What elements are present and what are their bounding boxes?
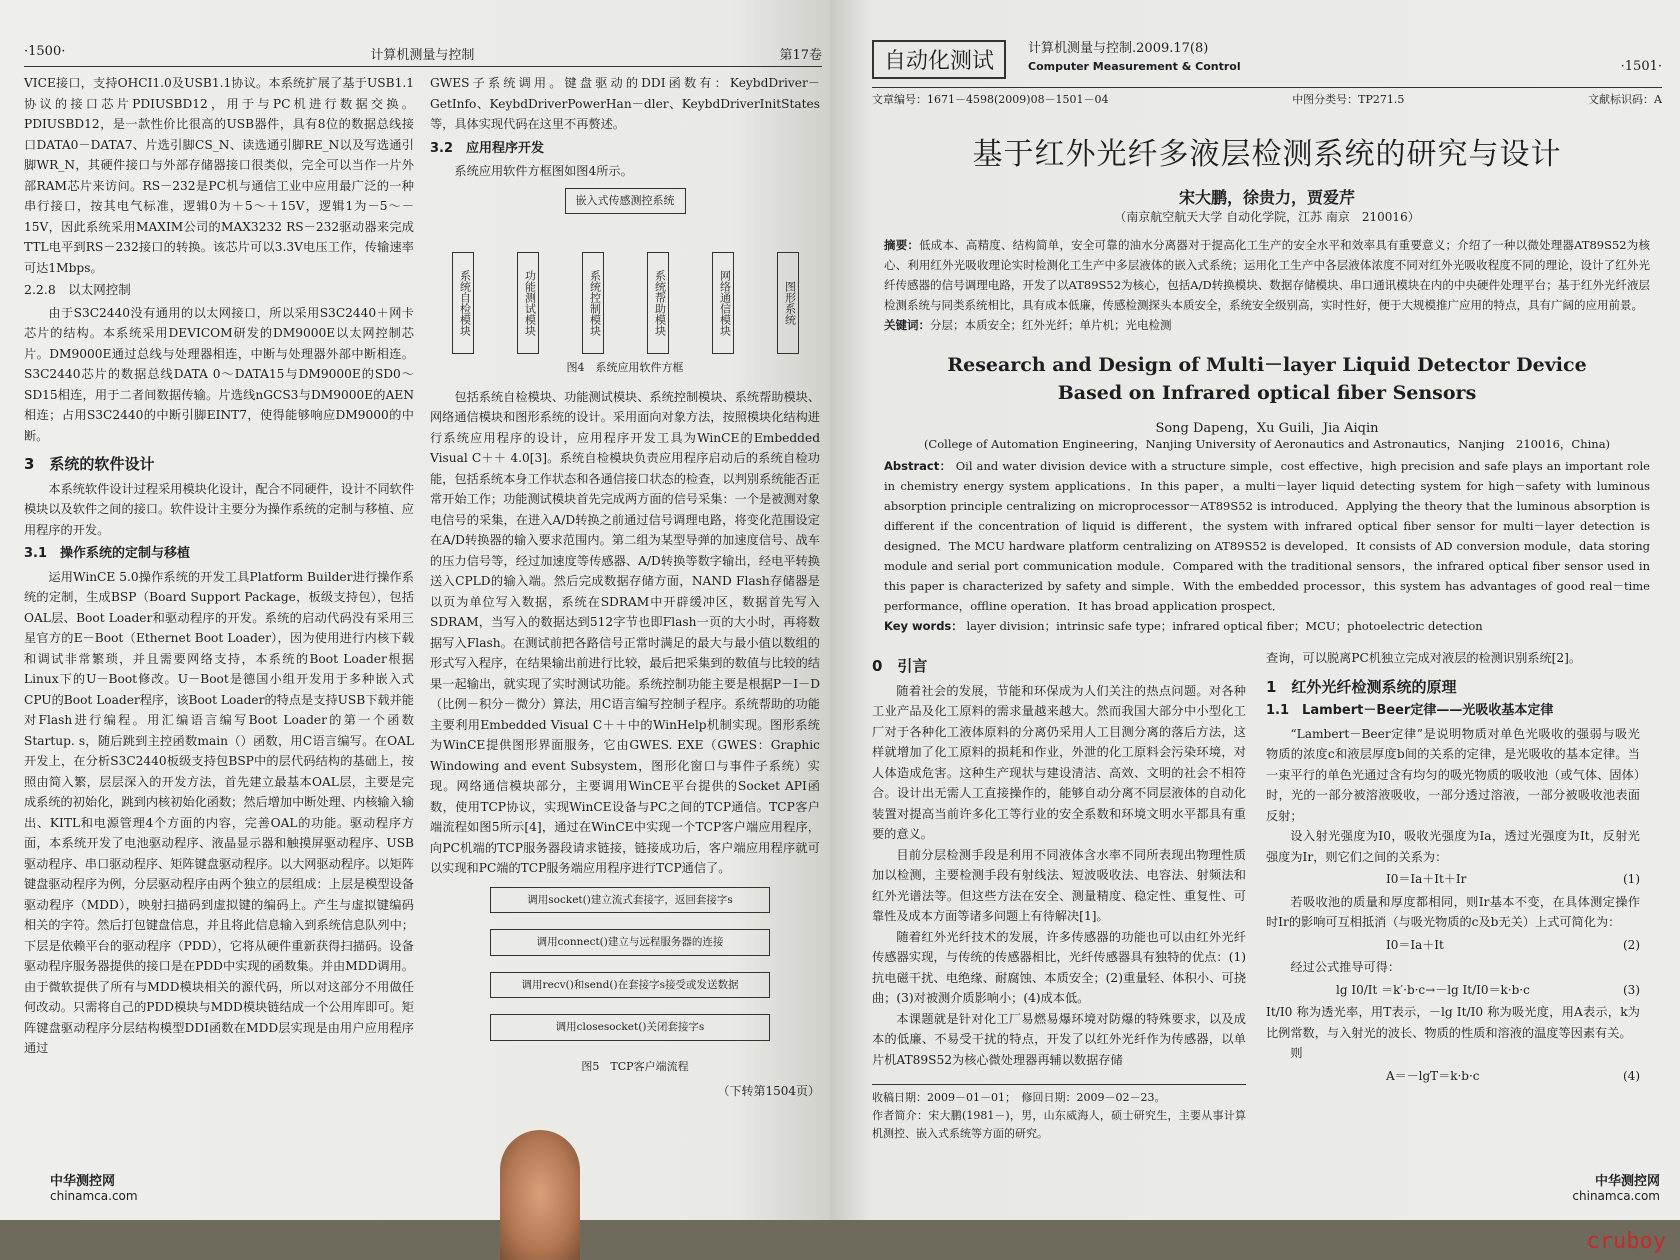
equation-number: (1) [1623,872,1640,886]
diagram-module-box: 系统帮助模块 [647,252,669,354]
paragraph: 若吸收池的质量和厚度都相同，则Ir基本不变，在具体测定操作时Ir的影响可互相抵消（与吸光物质的c及b无关）上式可简化为： [1266,894,1640,929]
keywords-label: Key words： [884,619,963,633]
subsection-heading: 1.1 Lambert－Beer定律——光吸收基本定律 [1266,703,1554,718]
left-page-number: ·1500· [24,44,66,59]
figure-caption: 图5 TCP客户端流程 [581,1059,689,1073]
title-en-line: Research and Design of Multi－layer Liquid Detector Device [947,354,1587,376]
left-column-1 [24,73,414,1102]
keywords-cn [872,315,1662,335]
section-heading: 1 红外光纤检测系统的原理 [1266,677,1457,696]
paragraph: 运用WinCE 5.0操作系统的开发工具Platform Builder进行操作系统的定制，生成BSP（Board Support Package，板级支持包），包括OAL层、Boot Loader和驱动程序的开发。系统的启动代码没有采用三星官方的E－Boot（Ethernet Boot Loader），因为使用进行内核下载和调试非常繁琐，并且需要网络支持，本系统的Boot Loader根据Linux下的U－Boot修改。U－Boot是德国小组开发用于多种嵌入式CPU的Boot Loader程序，该Boot Loader的特点是支持USB下载并能对Flash进行编程。用汇编语言编写Boot Loader的第一个函数Startup. s，随后跳到主控函数main（）函数，用C语言编写。在OAL开发上，在分析S3C2440板级支持包BSP中的层代码结构的基础上，按照由简入繁，层层深入的开发方法，首先建立最基本OAL层，主要是完成系统的初始化，跳到内核初始化函数；然后增加中断处理、内核输入输出、KITL和电源管理4个方面的内容，完善OAL的功能。驱动程序方面，本系统开发了电池驱动程序、液晶显示器和触摸屏驱动程序、USB驱动程序、串口驱动程序、矩阵键盘驱动程序。以大网驱动程序。以矩阵键盘驱动程序为例，分层驱动程序由两个独立的层组成：上层是模型设备驱动程序（MDD），映射扫描码到虚拟键的编码上。产生与虚拟键编码相关的字符。然后打包键盘信息，并且将此信息输入到系统信息队列中；下层是依赖平台的驱动程序（PDD），它将从硬件重新获得扫描码。设备驱动程序服务器提供的接口是在PDD中实现的函数集。并由MDD调用。由于微软提供了所有与MDD模块相关的源代码，所以对这部分不用做任何改动。只需将自己的PDD模块与MDD模块链结成一个公用库即可。矩阵键盘驱动程序分层结构模型DDI函数在MDD层实现是由用户应用程序通过 [24,569,414,1055]
right-column-2 [1266,648,1640,1143]
article-meta [872,87,1662,107]
abstract-label: Abstract： [884,459,952,473]
left-header [24,44,822,67]
paragraph: 随着红外光纤技术的发展，许多传感器的功能也可以由红外光纤传感器实现，与传统的传感器相比，光纤传感器具有独特的优点：(1)抗电磁干扰、电绝缘、耐腐蚀、本质安全；(2)重量轻、体积小、可挠曲；(3)对被测介质影响小；(4)成本低。 [872,929,1246,1005]
section-heading: 0 引言 [872,657,928,675]
flowchart-step: 调用socket()建立流式套接字，返回套接字s [490,887,770,914]
equation-2 [1266,935,1640,956]
article-number: 文章编号：1671－4598(2009)08－1501－04 [872,93,1109,106]
equation-3 [1266,980,1640,1001]
title-en-line: Based on Infrared optical fiber Sensors [1057,382,1477,404]
footer-url: chinamca.com [1572,1189,1660,1203]
right-page [830,0,1680,1220]
paragraph: 经过公式推导可得： [1290,960,1401,974]
class-number: 中图分类号：TP271.5 [1292,93,1405,106]
subsection-heading: 2.2.8 以太网控制 [24,282,131,297]
equation-text: lg I0/It ＝k′·b·c→－lg It/I0＝k·b·c [1336,982,1530,997]
footer-site-name: 中华测控网 [1594,1174,1660,1189]
paper-title-en [872,351,1662,407]
keywords-en [872,616,1662,636]
figure-4-block-diagram [430,188,820,379]
equation-1 [1266,869,1640,890]
flowchart-step: 调用connect()建立与远程服务器的连接 [490,929,770,956]
diagram-root-box: 嵌入式传感测控系统 [565,188,686,215]
abstract-cn [872,235,1662,315]
left-column-2 [430,73,820,1102]
authors-cn: 宋大鹏，徐贵力，贾爱芹 [1178,188,1355,207]
equation-number: (2) [1623,937,1640,952]
equation-text: A＝－lgT＝k·b·c [1386,1068,1480,1083]
equation-text: I0＝Ia＋It＋Ir [1386,872,1467,886]
right-column-1 [872,648,1246,1143]
paragraph: VICE接口，支持OHCI1.0及USB1.1协议。本系统扩展了基于USB1.1协议的接口芯片PDIUSBD12，用于与PC机进行数据交换。PDIUSBD12，是一款性价比很高的USB器件，具有8位的数据总线接口DATA0－DATA7、片选引脚CS_N、读选通引脚RE_N以及写选通引脚WR_N，其硬件接口与外部存储器接口很类似，完全可以当作一片外部RAM芯片来访问。RS－232是PC机与通信工业中应用最广泛的一种串行接口，按其电气标准，逻辑0为＋5～＋15V，逻辑1为－5～－15V，因此系统采用MAXIM公司的MAX3232 RS－232驱动器来完成TTL电平到RS－232接口的转换。该芯片可以3.3V电压工作，传输速率可达1Mbps。 [24,76,414,275]
journal-en: Computer Measurement & Control [1028,60,1241,73]
abstract-text: 低成本、高精度、结构简单，安全可靠的油水分离器对于提高化工生产的安全水平和效率具有重要意义；介绍了一种以微处理器AT89S52为核心、利用红外光吸收理论实时检测化工生产中多层液体的嵌入式系统；运用化工生产中各层液体浓度不同对红外光吸收程度不同的理论，设计了红外光纤传感器的信号调理电路，开发了以AT89S52为核心，包括A/D转换模块、数据存储模块、串口通讯模块在内的中央硬件处理平台；基于红外光纤液层检测系统与同类系统相比，具有成本低廉，传感检测探头本质安全，系统安全级别高，实时性好，便于大规模推广应用的特点，具有广阔的应用前景。 [884,238,1651,312]
thumb-holding-page [500,1130,580,1260]
left-footer-logo [50,1174,138,1204]
paragraph: “Lambert－Beer定律”是说明物质对单色光吸收的强弱与吸光物质的浓度c和液层厚度b间的关系的定律，是光吸收的基本定律。当一束平行的单色光通过含有均匀的吸光物质的吸收池（或气体、固体）时，光的一部分被溶液吸收，一部分透过溶液，一部分被吸收池表面反射； [1266,726,1640,823]
authors-en: Song Dapeng，Xu Guili，Jia Aiqin [1155,421,1379,436]
abstract-label: 摘要： [884,238,920,252]
paragraph: 本课题就是针对化工厂易燃易爆环境对防爆的特殊要求，以及成本的低廉、不易受干扰的特点，开发了以红外光纤作为传感器，以单片机AT89S52为核心微处理器再辅以数据存储 [872,1011,1246,1067]
paragraph: 包括系统自检模块、功能测试模块、系统控制模块、系统帮助模块、网络通信模块和图形系统的设计。采用面向对象方法，按照模块化结构进行系统应用程序的设计，应用程序开发工具为WinCE的Embedded Visual C＋＋ 4.0[3]。系统自检模块负责应用程序启动后的系统自检功能，包括系统本身工作状态和各通信接口状态的检查，以判别系统能否正常开始工作；功能测试模块首先完成两方面的信号采集：一个是被测对象电信号的采集，在进入A/D转换之前通过信号调理电路，将变化范围设定在A/D转换器的输入要求范围内。第二组为某型导弹的加速度信号、战车的压力信号等，经过加速度等传感器、A/D转换等数字输出，经电平转换送入CPLD的输入端。然后完成数据存储方面，NAND Flash存储器是以页为单位写入数据，系统在SDRAM中开辟缓冲区，数据首先写入SDRAM，当写入的数据达到512字节也即Flash一页的大小时，再将数据写入Flash。在测试前把各路信号正常时满足的最大与最小值以数组的形式写入程序，在结果输出前进行比较，最后把采集到的数值与比较的结果一起输出，就实现了实时测试功能。系统控制功能主要是根据P－I－D（比例－积分－微分）算法，用C语言编写控制子程序。系统帮助的功能主要利用Embedded Visual C＋＋中的WinHelp机制实现。图形系统为WinCE提供图形界面服务，它由GWES. EXE（GWES：Graphic Windowing and event Subsystem，图形化窗口与事件子系统）实现。网络通信模块部分，主要调用WinCE平台提供的Socket API函数，使用TCP协议，实现WinCE设备与PC之间的TCP通信。TCP客户端流程如图5所示[4]，通过在WinCE中实现一个TCP客户端应用程序，向PC机端的TCP服务器段请求链接，链接成功后，客户端应用程序就可以实现和PC端的TCP服务端应用程序进行TCP通信了。 [430,389,821,875]
paragraph: 目前分层检测手段是利用不同液体含水率不同所表现出物理性质加以检测，主要检测手段有射线法、短波吸收法、电容法、射频法和红外光谱法等。但这些方法在安全、测量精度、稳定性、重复性、可靠性及成本方面等诸多问题上有待解决[1]。 [872,847,1246,923]
subsection-heading: 3.1 操作系统的定制与移植 [24,546,191,561]
diagram-module-box: 系统控制模块 [582,252,604,354]
paper-title-cn: 基于红外光纤多液层检测系统的研究与设计 [972,137,1562,172]
continued-note: （下转第1504页） [717,1084,820,1098]
received-date: 收稿日期：2009－01－01； 修回日期：2009－02－23。 [872,1091,1166,1104]
abstract-text: Oil and water division device with a structure simple，cost effective，high precision and safe plays an important role in chemistry energy system applications．In this paper，a multi－layer liquid detecting system for high－safety with luminous absorption principle centralizing on microprocessor－AT89S52 is introduced．Applying the theory that the luminous absorption is different if the concentration of liquid is different，the system with infrared optical fiber sensor for multi－layer detection is designed．The MCU hardware platform centralizing on AT89S52 is developed．It consists of AD conversion module，data storing module and serial port communication module．Compared with the traditional sensors，the infrared optical fiber sensor used in this paper is characterized by safety and simple．With the embedded processor，this system has advantages of good real－time performance，offline operation．It has broad application prospect． [884,459,1650,613]
footer-url: chinamca.com [50,1189,138,1203]
figure-5-flowchart [450,887,820,1078]
section-tag: 自动化测试 [872,40,1006,79]
diagram-module-box: 功能测试模块 [517,252,539,354]
paragraph: 随着社会的发展，节能和环保成为人们关注的热点问题。对各种工业产品及化工原料的需求量越来越大。然而我国大部分中小型化工厂对于各种化工液体原料的分离仍采用人工目测分离的落后方法，这样就增加了化工原料的损耗和作业，外泄的化工原料会污染环境，对人体造成危害。这种生产现状与建设清洁、高效、文明的社会不相符合。设计出无需人工直接操作的，能够自动分离不同层液体的自动化装置对提高当前许多化工等行业的安全系数和环境文明水平都具有重要的意义。 [872,683,1246,841]
subsection-heading: 3.2 应用程序开发 [430,140,545,156]
paragraph: 则 [1290,1046,1303,1060]
flowchart-step: 调用closesocket()关闭套接字s [490,1014,770,1041]
right-footer-logo [1572,1174,1660,1204]
right-page-number: ·1501· [1620,59,1662,74]
paragraph: GWES子系统调用。键盘驱动的DDI函数有：KeybdDriver－GetInfo、KeybdDriverPowerHan－dler、KeybdDriverInitStates等，具体实现代码在这里不再赘述。 [430,76,820,131]
abstract-en [872,456,1662,616]
equation-text: I0＝Ia＋It [1386,937,1444,952]
diagram-module-box: 图形系统 [777,252,799,354]
equation-number: (3) [1623,982,1640,997]
left-journal-name: 计算机测量与控制 [370,48,475,63]
author-note: 作者简介：宋大鹏(1981－)，男，山东威海人，硕士研究生，主要从事计算机测控、嵌入式系统等方面的研究。 [872,1109,1246,1140]
journal-cn: 计算机测量与控制.2009.17(8) [1028,41,1209,56]
paragraph: 查询，可以脱离PC机独立完成对液层的检测识别系统[2]。 [1266,651,1582,665]
keywords-text: 分层；本质安全；红外光纤；单片机；光电检测 [930,318,1172,332]
paragraph: It/I0 称为透光率，用T表示，－lg It/I0 称为吸光度，用A表示，k为比例常数，与入射光的波长、物质的性质和溶液的温度等因素有关。 [1266,1005,1640,1040]
figure-caption: 图4 系统应用软件方框 [566,361,684,374]
paragraph: 由于S3C2440没有通用的以太网接口，所以采用S3C2440＋网卡芯片的结构。本系统采用DEVICOM研发的DM9000E以太网控制芯片。DM9000E通过总线与处理器相连，中断与处理器外部中断相连。S3C2440芯片的数据总线DATA 0～DATA15与DM9000E的SD0～SD15相连，用于二者间数据传输。片选线nGCS3与DM9000E的AEN相连；占用S3C2440的中断引脚EINT7，使得能够响应DM9000的中断。 [24,305,414,443]
keywords-text: layer division；intrinsic safe type；infrared optical fiber；MCU；photoelectric detection [966,619,1483,633]
diagram-module-box: 系统自检模块 [452,252,474,354]
watermark-text: cruboy [1586,1229,1666,1254]
left-page [0,0,832,1220]
affiliation-en: (College of Automation Engineering，Nanjing University of Aeronautics and Astronautics，Nanjing 210016，China) [923,437,1611,451]
diagram-module-box: 网络通信模块 [712,252,734,354]
paragraph: 系统应用软件方框图如图4所示。 [454,164,633,178]
equation-4 [1266,1066,1640,1087]
keywords-label: 关键词： [884,318,930,332]
footnote [872,1084,1246,1143]
document-code: 文献标识码：A [1588,93,1662,106]
left-volume: 第17卷 [779,48,822,63]
paragraph: 设入射光强度为I0，吸收光强度为Ia，透过光强度为It，反射光强度为Ir，则它们之间的关系为： [1266,829,1640,864]
section-heading: 3 系统的软件设计 [24,455,155,473]
footer-site-name: 中华测控网 [50,1174,116,1189]
flowchart-step: 调用recv()和send()在套接字s接受或发送数据 [490,972,770,999]
affiliation-cn: （南京航空航天大学 自动化学院，江苏 南京 210016） [1114,210,1420,224]
paragraph: 本系统软件设计过程采用模块化设计，配合不同硬件，设计不同软件模块以及软件之间的接口。软件设计主要分为操作系统的定制与移植、应用程序的开发。 [24,481,415,537]
right-header [872,40,1662,79]
equation-number: (4) [1623,1068,1640,1083]
